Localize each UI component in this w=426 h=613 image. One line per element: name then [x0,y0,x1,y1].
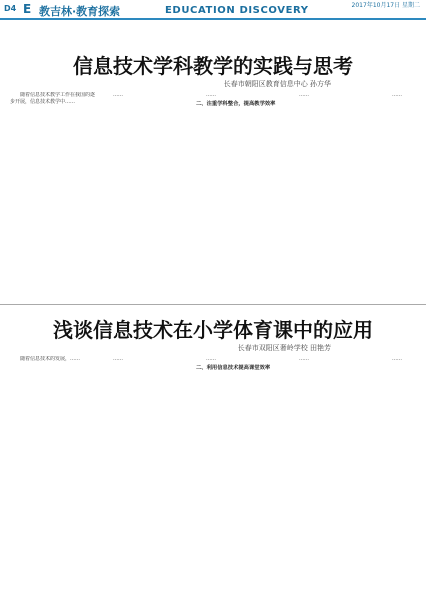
article-2-column-5 [382,356,420,594]
section-title-english: EDUCATION DISCOVERY [165,5,309,16]
article-2-author: 长春市双阳区奢岭学校 田艳芳 [237,344,331,352]
masthead-date-line: 2017年10月17日 星期二 [351,2,420,9]
subheading: 二、注重学科整合，提高教学效率 [196,100,276,107]
article-1-author: 长春市朝阳区教育信息中心 孙方华 [223,80,331,88]
page-number: D4 [4,4,17,13]
article-1-column-3 [196,92,281,288]
paragraph: …… [113,356,123,362]
article-1-column-1 [10,92,95,288]
article-1-column-2 [103,92,188,288]
article-2-title: 浅谈信息技术在小学体育课中的应用 [53,318,373,342]
article-2-column-3 [196,356,281,594]
article-1-title: 信息技术学科教学的实践与思考 [73,54,353,78]
masthead-rule [0,18,426,20]
article-1 [0,50,426,295]
paragraph: 随着信息技术教学工作在我国的逐步开展，信息技术教学中…… [10,92,95,105]
article-1-column-4 [289,92,374,288]
article-separator [0,304,426,305]
article-2-column-1 [10,356,95,594]
article-2-column-4 [289,356,374,594]
masthead-date [300,2,420,17]
paragraph: …… [299,92,309,98]
article-2-column-2 [103,356,188,594]
section-mark: E [23,2,32,16]
article-1-column-5 [382,92,420,288]
section-title: 教吉林·教育探索 [39,5,121,18]
paragraph: …… [206,92,216,98]
paragraph: …… [113,92,123,98]
paragraph: …… [299,356,309,362]
paragraph: …… [392,356,402,362]
paragraph: …… [392,92,402,98]
paragraph: 随着信息技术的发展，…… [20,356,81,362]
subheading: 二、利用信息技术提高课堂效率 [196,364,271,371]
article-2 [0,314,426,605]
paragraph: …… [206,356,216,362]
masthead [0,0,426,24]
